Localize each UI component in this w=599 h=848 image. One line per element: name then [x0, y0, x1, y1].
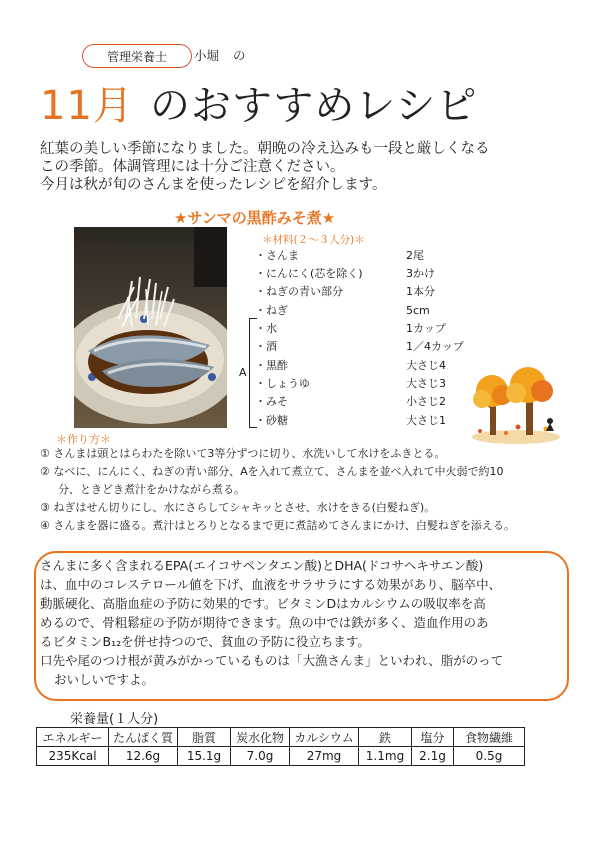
- title-badge: 管理栄養士: [82, 44, 192, 68]
- ingredient-qty: 大さじ1: [406, 414, 446, 427]
- nutrition-title: 栄養量(１人分): [70, 712, 159, 727]
- ingredient-name: ・ねぎの青い部分: [255, 285, 343, 298]
- recipe-title: ★サンマの黒酢みそ煮★: [174, 209, 336, 227]
- ingredient-name: ・砂糖: [255, 414, 288, 427]
- ingredient-qty: 1／4カップ: [406, 340, 464, 353]
- ingredient-name: ・さんま: [255, 249, 299, 262]
- info-line: 口先や尾のつけ根が黄みがかっているものは「大漁さんま」といわれ、脂がのって: [40, 653, 504, 668]
- ingredient-name: ・ねぎ: [255, 304, 288, 317]
- dish-photo: [74, 227, 227, 428]
- nutrition-value-row: [37, 747, 525, 766]
- intro-line: この季節。体調管理には十分ご注意ください。: [40, 159, 345, 175]
- author-particle: の: [233, 48, 246, 63]
- nutrition-header: エネルギー: [37, 728, 109, 747]
- info-line: 動脈硬化、高脂血症の予防に効果的です。ビタミンDはカルシウムの吸収率を高: [40, 596, 486, 611]
- step-text: ④ さんまを器に盛る。煮汁はとろりとなるまで更に煮詰めてさんまにかけ、白髪ねぎを添える。: [40, 519, 515, 532]
- info-line: るビタミンB₁₂を併せ持つので、貧血の予防に役立ちます。: [40, 634, 370, 649]
- nutrition-value: 27mg: [290, 747, 359, 766]
- step-item: [40, 517, 560, 535]
- ingredient-name: ・黒酢: [255, 359, 288, 372]
- ingredient-qty: 2尾: [406, 249, 424, 262]
- ingredient-qty: 3かけ: [406, 267, 435, 280]
- nutrition-header: 塩分: [412, 728, 454, 747]
- ingredient-qty: 大さじ4: [406, 359, 446, 372]
- ingredient-name: ・水: [255, 322, 277, 335]
- nutrition-info-text: [40, 556, 560, 689]
- nutrition-header: 食物繊維: [454, 728, 525, 747]
- step-item: [40, 499, 560, 517]
- step-item: [40, 463, 560, 499]
- step-text: ③ ねぎはせん切りにし、水にさらしてシャキッとさせ、水けをきる(白髪ねぎ)。: [40, 501, 436, 514]
- nutrition-header: 炭水化物: [231, 728, 290, 747]
- nutrition-header: 鉄: [359, 728, 412, 747]
- author-name: 小堀: [194, 48, 220, 63]
- ingredient-name: ・酒: [255, 340, 277, 353]
- steps-header: ＊作り方＊: [56, 433, 111, 446]
- info-line: おいしいですよ。: [54, 672, 155, 687]
- nutrition-value: 12.6g: [109, 747, 178, 766]
- autumn-tree-illustration: [470, 365, 562, 445]
- nutrition-value: 15.1g: [178, 747, 231, 766]
- nutrition-value: 235Kcal: [37, 747, 109, 766]
- nutrition-value: 1.1mg: [359, 747, 412, 766]
- nutrition-table: [36, 727, 525, 766]
- nutrition-header: たんぱく質: [109, 728, 178, 747]
- nutrition-value: 7.0g: [231, 747, 290, 766]
- nutrition-header: 脂質: [178, 728, 231, 747]
- steps-list: [40, 445, 560, 535]
- ingredients-header: ＊材料(２～３人分)＊: [262, 234, 365, 246]
- nutrition-value: 0.5g: [454, 747, 525, 766]
- intro-line: 今月は秋が旬のさんまを使ったレシピを紹介します。: [40, 177, 387, 193]
- ingredient-name: ・みそ: [255, 395, 288, 408]
- intro-line: 紅葉の美しい季節になりました。朝晩の冷え込みも一段と厳しくなる: [40, 141, 490, 157]
- ingredient-qty: 大さじ3: [406, 377, 446, 390]
- step-text: ② なべに、にんにく、ねぎの青い部分、Aを入れて煮立て、さんまを並べ入れて中火弱で約10: [40, 465, 504, 478]
- ingredient-name: ・しょうゆ: [255, 377, 310, 390]
- ingredient-qty: 1本分: [406, 285, 435, 298]
- info-line: は、血中のコレステロール値を下げ、血液をサラサラにする効果があり、脳卒中、: [40, 577, 502, 592]
- group-bracket: [249, 318, 257, 428]
- nutrition-header: カルシウム: [290, 728, 359, 747]
- ingredient-name: ・にんにく(芯を除く): [255, 267, 363, 280]
- page-title-month: 11月: [40, 83, 134, 129]
- info-line: めるので、骨粗鬆症の予防が期待できます。魚の中では鉄が多く、造血作用のあ: [40, 615, 489, 630]
- group-label: A: [239, 366, 247, 379]
- ingredient-qty: 小さじ2: [406, 395, 446, 408]
- step-text-continued: 分、ときどき煮汁をかけながら煮る。: [58, 483, 245, 496]
- info-line: さんまに多く含まれるEPA(エイコサペンタエン酸)とDHA(ドコサヘキサエン酸): [40, 558, 484, 573]
- page-title: のおすすめレシピ: [150, 83, 478, 129]
- ingredient-qty: 5cm: [406, 304, 430, 317]
- nutrition-value: 2.1g: [412, 747, 454, 766]
- intro-text: [40, 140, 560, 194]
- step-item: [40, 445, 560, 463]
- step-text: ① さんまは頭とはらわたを除いて3等分ずつに切り、水洗いして水けをふきとる。: [40, 447, 446, 460]
- nutrition-header-row: [37, 728, 525, 747]
- ingredient-qty: 1カップ: [406, 322, 446, 335]
